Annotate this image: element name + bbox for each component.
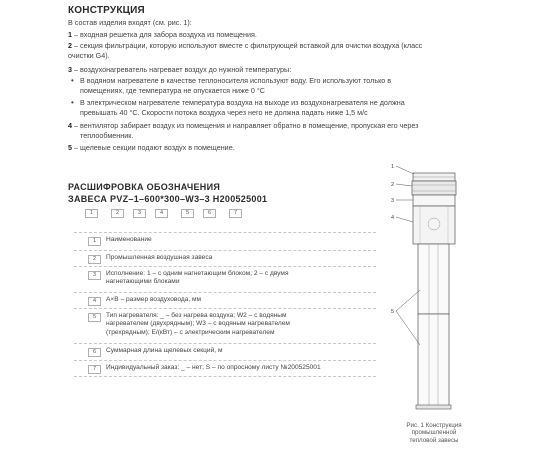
decode-code: ЗАВЕСА PVZ–1–600*300–W3–3 H200525001 xyxy=(68,194,268,204)
code-box: 5 xyxy=(181,209,194,218)
legend-line: A×B – размер воздуховода, мм xyxy=(106,296,202,303)
code-box: 1 xyxy=(85,209,98,218)
filter-section xyxy=(412,181,456,195)
figure-label: 1 xyxy=(391,164,395,170)
item-text: – секция фильтрации, которую используют вместе с фильтрующей вставкой для очистки воздуха (класс xyxy=(72,41,423,50)
legend-number: 6 xyxy=(88,348,101,357)
legend-number: 4 xyxy=(88,297,101,306)
code-box: 2 xyxy=(111,209,124,218)
item-text: – воздухонагреватель нагревает воздух до нужной температуры: xyxy=(72,65,292,74)
legend-line: Тип нагревателя: _ – без нагрева воздуха; W2 – с водяным xyxy=(106,312,287,319)
caption-line: промышленной xyxy=(411,429,457,437)
legend-number: 2 xyxy=(88,255,101,264)
item-text: очистки G4). xyxy=(68,51,110,60)
bullet-line: В электрическом нагревателе температура воздуха на выходе из воздухонагревателя не должна xyxy=(80,98,405,107)
item-text: – вентилятор забирает воздух из помещения и направляет обратно в помещение, пропуская его через xyxy=(72,121,419,130)
legend-line: нагнетающими блоками xyxy=(106,278,180,286)
caption-line: тепловой завесы xyxy=(409,436,459,444)
bullet-line: В водяном нагревателе в качестве теплоносителя используют воду. Его используют только в xyxy=(80,76,392,85)
item-number: 3 xyxy=(68,65,72,74)
figure-label: 4 xyxy=(391,215,395,221)
legend-number: 5 xyxy=(88,313,101,322)
figure-label: 3 xyxy=(391,198,395,204)
bullet-line: помещениях, где температура не опускается ниже 0 °С xyxy=(80,85,265,95)
legend-line: нагревателем (двухрядным); W3 – с водяным нагревателем xyxy=(106,320,290,328)
code-box: 7 xyxy=(229,209,242,218)
heater-section xyxy=(413,195,455,206)
slot-section-upper xyxy=(418,244,449,314)
intake-grille-section xyxy=(413,173,455,181)
item-number: 2 xyxy=(68,41,72,50)
legend-number: 1 xyxy=(88,237,101,246)
item-text: – входная решетка для забора воздуха из помещения. xyxy=(72,30,257,39)
legend-line: Наименование xyxy=(106,236,152,243)
legend-line: Индивидуальный заказ: _ – нет; S – по опросному листу №200525001 xyxy=(106,364,321,371)
figure-label: 2 xyxy=(391,182,395,188)
item-number: 4 xyxy=(68,121,72,130)
figure-label: 5 xyxy=(391,309,395,315)
item-text: теплообменник. xyxy=(80,131,134,140)
code-box: 4 xyxy=(155,209,168,218)
code-box: 6 xyxy=(203,209,216,218)
legend-number: 3 xyxy=(88,271,101,280)
caption-line: Рис. 1 Конструкция xyxy=(406,422,462,429)
legend-line: (трехрядным); E/(кВт) – с электрическим нагревателем xyxy=(106,328,275,336)
figure-caption xyxy=(392,422,476,444)
legend-number: 7 xyxy=(88,365,101,374)
legend-line: Промышленная воздушная завеса xyxy=(106,254,213,261)
section-title: КОНСТРУКЦИЯ xyxy=(68,5,145,16)
fan-section xyxy=(413,206,455,244)
legend-line: Суммарная длина щелевых секций, м xyxy=(106,347,223,354)
slot-section-lower xyxy=(416,314,451,409)
intro-text: В состав изделия входят (см. рис. 1): xyxy=(68,18,192,27)
item-number: 5 xyxy=(68,143,72,152)
legend-line: Исполнение: 1 – с одним нагнетающим блоком; 2 – с двумя xyxy=(106,270,289,277)
item-text: – щелевые секции подают воздух в помещение. xyxy=(72,143,235,152)
item-number: 1 xyxy=(68,30,72,39)
decode-title: РАСШИФРОВКА ОБОЗНАЧЕНИЯ xyxy=(68,182,221,192)
bullet-line: превышать 40 °С. Скорости потока воздуха через него не должна падать ниже 1,5 м/с xyxy=(80,107,368,117)
code-box: 3 xyxy=(133,209,146,218)
